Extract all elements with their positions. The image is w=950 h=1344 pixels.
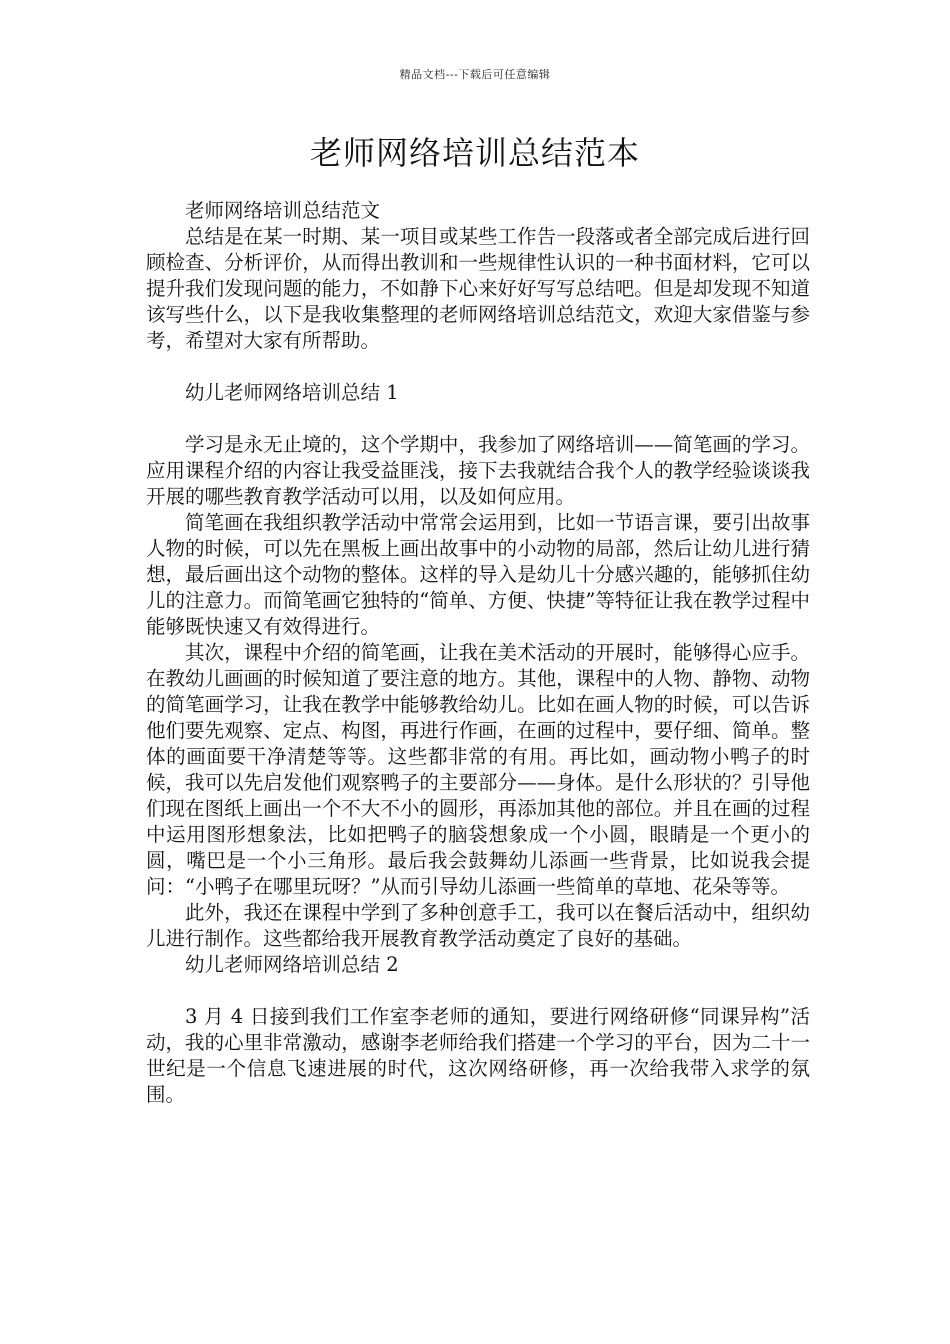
section2-paragraph: 3 月 4 日接到我们工作室李老师的通知，要进行网络研修“同课异构”活动，我的心里非常激动，感谢李老师给我们搭建一个学习的平台，因为二十一世纪是一个信息飞速进展的时代，这次网络研修，再一次给我带入求学的氛围。 (146, 1005, 810, 1106)
intro-paragraph: 总结是在某一时期、某一项目或某些工作告一段落或者全部完成后进行回顾检查、分析评价，从而得出教训和一些规律性认识的一种书面材料，它可以提升我们发现问题的能力，不如静下心来好好写写总结吧。但是却发现不知道该写些什么，以下是我收集整理的老师网络培训总结范文，欢迎大家借鉴与参考，希望对大家有所帮助。 (146, 225, 810, 352)
intro-subtitle: 老师网络培训总结范文 (185, 199, 381, 222)
document-body (146, 198, 810, 1108)
section1-heading: 幼儿老师网络培训总结 1 (185, 381, 399, 404)
section2-heading: 幼儿老师网络培训总结 2 (185, 953, 399, 976)
section1-paragraph: 此外，我还在课程中学到了多种创意手工，我可以在餐后活动中，组织幼儿进行制作。这些都给我开展教育教学活动奠定了良好的基础。 (146, 901, 810, 950)
section1-paragraph: 其次，课程中介绍的简笔画，让我在美术活动的开展时，能够得心应手。在教幼儿画画的时候知道了要注意的地方。其他，课程中的人物、静物、动物的简笔画学习，让我在教学中能够教给幼儿。比如在画人物的时候，可以告诉他们要先观察、定点、构图，再进行作画，在画的过程中，要仔细、简单。整体的画面要干净清楚等等。这些都非常的有用。再比如，画动物小鸭子的时候，我可以先启发他们观察鸭子的主要部分——身体。是什么形状的？引导他们现在图纸上画出一个不大不小的圆形，再添加其他的部位。并且在画的过程中运用图形想象法，比如把鸭子的脑袋想象成一个小圆，眼睛是一个更小的圆，嘴巴是一个小三角形。最后我会鼓舞幼儿添画一些背景，比如说我会提问：“小鸭子在哪里玩呀？”从而引导幼儿添画一些简单的草地、花朵等等。 (146, 641, 810, 898)
spacer (146, 978, 810, 1004)
section1-paragraph: 学习是永无止境的，这个学期中，我参加了网络培训——简笔画的学习。应用课程介绍的内容让我受益匪浅，接下去我就结合我个人的教学经验谈谈我开展的哪些教育教学活动可以用，以及如何应用。 (146, 433, 810, 508)
page-title: 老师网络培训总结范本 (309, 134, 640, 172)
header-note: 精品文档---下载后可任意编辑 (399, 68, 551, 81)
spacer (146, 406, 810, 432)
spacer (146, 354, 810, 380)
section1-paragraph: 简笔画在我组织教学活动中常常会运用到，比如一节语言课，要引出故事人物的时候，可以先在黑板上画出故事中的小动物的局部，然后让幼儿进行猜想，最后画出这个动物的整体。这样的导入是幼儿十分感兴趣的，能够抓住幼儿的注意力。而简笔画它独特的“简单、方便、快捷”等特征让我在教学过程中能够既快速又有效得进行。 (146, 511, 810, 638)
